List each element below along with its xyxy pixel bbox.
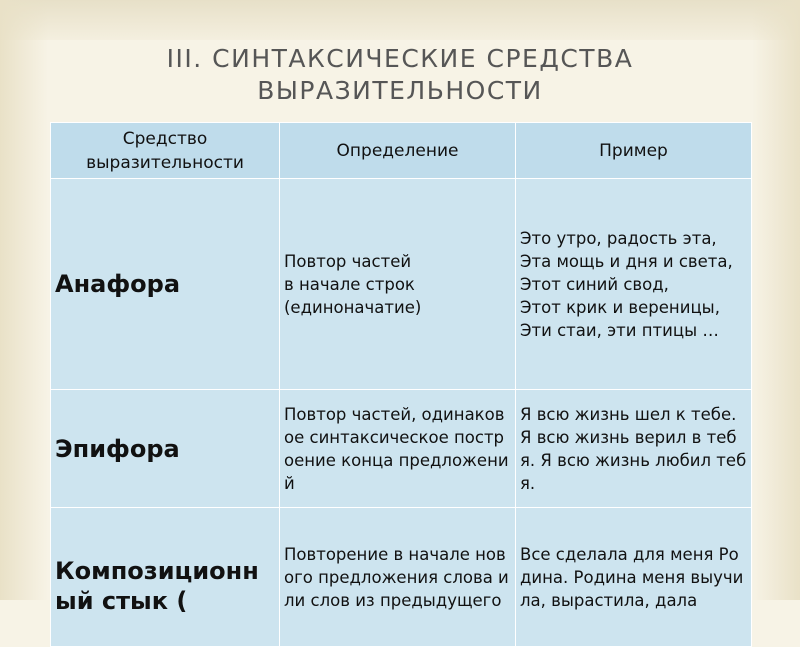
- example-anaphora: Это утро, радость эта, Эта мощь и дня и света, Этот синий свод, Этот крик и вереницы, Эти стаи, эти птицы …: [520, 228, 733, 340]
- example-cell: [516, 179, 752, 390]
- table-header-row: [51, 123, 752, 179]
- definition-cell: [280, 508, 516, 647]
- definition-cell: [280, 179, 516, 390]
- term-cell: [51, 390, 280, 508]
- example-epiphora: Я всю жизнь шел к тебе. Я всю жизнь верил в тебя. Я всю жизнь любил тебя.: [520, 404, 747, 493]
- term-epiphora: Эпифора: [55, 434, 180, 463]
- term-cell: [51, 179, 280, 390]
- table-row: [51, 508, 752, 647]
- definition-anaphora: Повтор частей в начале строк (единоначатие): [284, 251, 422, 317]
- term-cell: [51, 508, 280, 647]
- slide-title-line-2: ВЫРАЗИТЕЛЬНОСТИ: [257, 76, 543, 105]
- definition-cell: [280, 390, 516, 508]
- definition-composition-joint: Повторение в начале нового предложения слова или слов из предыдущего: [284, 544, 509, 610]
- term-composition-joint: Композиционный стык (: [55, 557, 259, 615]
- table-row: [51, 390, 752, 508]
- definition-epiphora: Повтор частей, одинаковое синтаксическое построение конца предложений: [284, 404, 509, 493]
- header-device: Средство выразительности: [51, 123, 280, 179]
- table-row: [51, 179, 752, 390]
- devices-table: [50, 122, 752, 647]
- example-cell: [516, 390, 752, 508]
- example-cell: [516, 508, 752, 647]
- slide-title: [0, 43, 800, 107]
- example-composition-joint: Все сделала для меня Родина. Родина меня выучила, вырастила, дала: [520, 544, 744, 610]
- background-top-band: [0, 0, 800, 40]
- header-example: Пример: [516, 123, 752, 179]
- slide-title-line-1: III. СИНТАКСИЧЕСКИЕ СРЕДСТВА: [166, 44, 634, 73]
- term-anaphora: Анафора: [55, 270, 181, 298]
- header-definition: Определение: [280, 123, 516, 179]
